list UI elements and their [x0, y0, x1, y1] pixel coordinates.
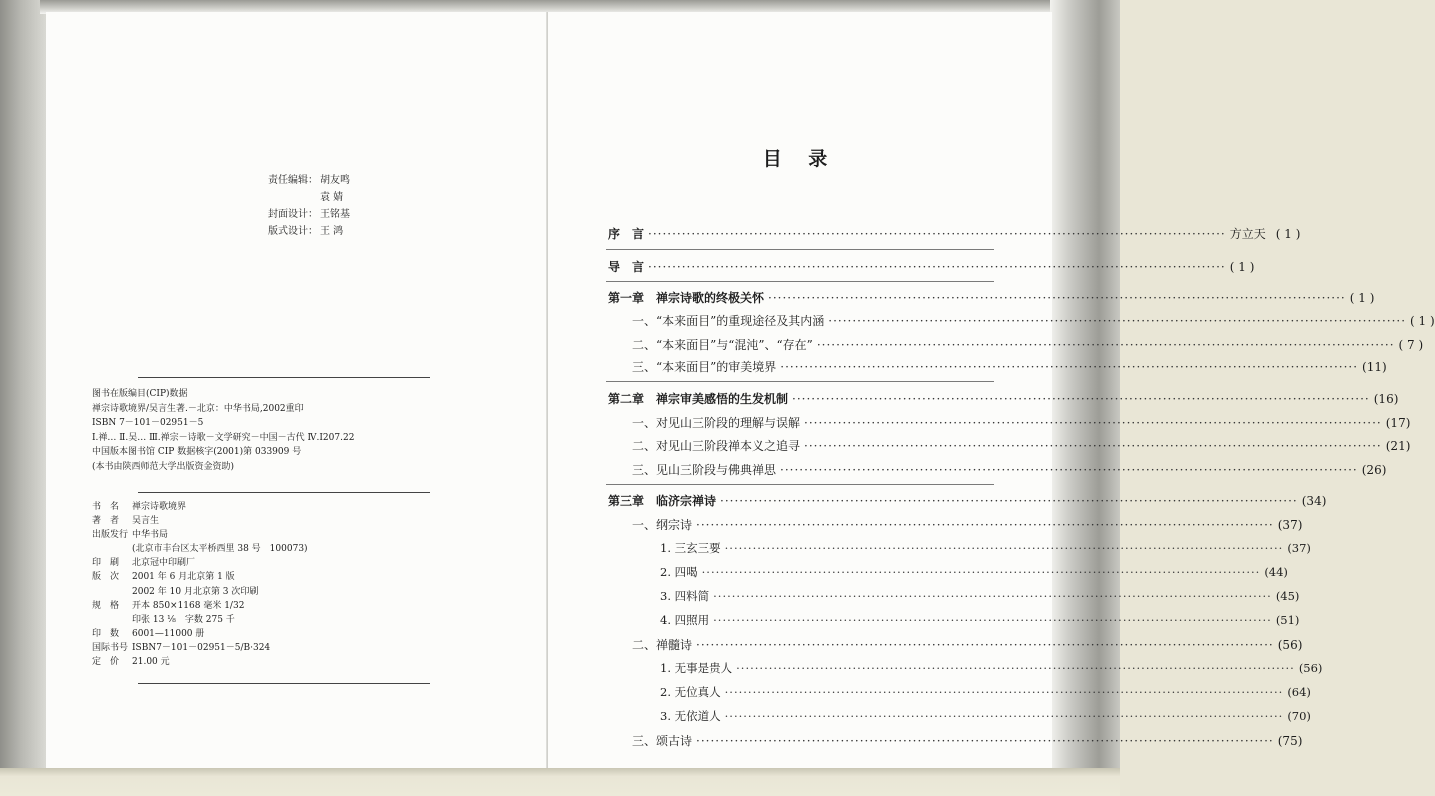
toc-section: [632, 461, 1387, 478]
cip-line: Ⅰ.禅… Ⅱ.吴… Ⅲ.禅宗－诗歌－文学研究－中国－古代 Ⅳ.I207.22: [92, 432, 355, 443]
credit-name: 王铭基: [320, 209, 350, 220]
pub-value: 2001 年 6 月北京第 1 版: [132, 572, 235, 583]
pub-value: 北京冠中印刷厂: [132, 558, 196, 569]
toc-subsection: [660, 588, 1300, 604]
pub-key: 印 数: [92, 628, 120, 639]
toc-chapter: [608, 225, 1301, 242]
toc-entry-title: 第三章 临济宗禅诗: [608, 494, 717, 508]
pub-value: 21.00 元: [132, 657, 170, 668]
toc-page-number: ( 1 ): [1349, 291, 1375, 305]
pub-key: 书 名: [92, 502, 120, 512]
toc-entry-title: 3. 无依道人: [660, 709, 721, 723]
toc-leader-dots: ························································································································: [713, 589, 1272, 603]
toc-entry-title: 2. 四喝: [660, 565, 698, 579]
toc-section: [632, 636, 1303, 653]
toc-page-number: (11): [1362, 360, 1387, 374]
toc-leader-dots: ························································································································: [720, 494, 1298, 508]
pub-row: [92, 641, 308, 655]
pub-value: 吴言生: [132, 516, 160, 527]
toc-page-number: (26): [1361, 463, 1387, 477]
pub-row: [92, 599, 308, 613]
toc-separator: [606, 484, 994, 485]
credit-name: 王 鸿: [320, 226, 344, 237]
toc-section: [632, 414, 1411, 431]
toc-section: [632, 516, 1303, 533]
toc-separator: [606, 381, 994, 382]
toc-page-number: (45): [1275, 589, 1300, 603]
pub-row: [92, 542, 308, 556]
cip-data-block: [92, 387, 354, 475]
toc-entry-title: 导 言: [608, 260, 645, 274]
toc-page-number: (37): [1277, 518, 1303, 532]
toc-entry-title: 二、对见山三阶段禅本义之追寻: [632, 439, 801, 453]
toc-title: 目 录: [762, 148, 838, 170]
viewer-bottom-strip: [0, 768, 1120, 796]
toc-section: [632, 732, 1303, 749]
toc-entry-author: 方立天: [1229, 227, 1266, 241]
cip-line: ISBN 7－101－02951－5: [92, 418, 204, 429]
toc-page-number: (64): [1287, 685, 1311, 699]
toc-separator: [606, 281, 994, 282]
toc-page-number: ( 7 ): [1398, 338, 1424, 352]
toc-entry-title: 1. 三玄三要: [660, 541, 721, 555]
toc-leader-dots: ························································································································: [736, 661, 1295, 675]
toc-leader-dots: ························································································································: [780, 463, 1358, 477]
toc-section: [632, 437, 1411, 454]
pub-key: 国际书号: [92, 642, 129, 653]
toc-leader-dots: ························································································································: [724, 541, 1284, 555]
toc-page-number: (16): [1373, 392, 1399, 406]
toc-page-number: ( 1 ): [1275, 227, 1301, 241]
toc-leader-dots: ························································································································: [780, 360, 1359, 374]
toc-leader-dots: ························································································································: [696, 638, 1274, 652]
credits-block: [268, 172, 350, 240]
pub-value: 6001—11000 册: [132, 628, 205, 639]
toc-subsection: [660, 612, 1300, 628]
toc-separator: [606, 249, 994, 250]
toc-leader-dots: ························································································································: [696, 518, 1274, 532]
cip-line: 禅宗诗歌境界/吴言生著.－北京：中华书局,2002重印: [92, 403, 304, 414]
toc-page-number: (34): [1301, 494, 1327, 508]
toc-page-number: (51): [1275, 613, 1300, 627]
toc-leader-dots: ························································································································: [701, 565, 1261, 579]
pub-key: 著 者: [92, 516, 120, 527]
credit-layout-design: [268, 223, 350, 240]
cip-bottom-rule: [138, 492, 430, 493]
toc-page-number: (21): [1385, 439, 1411, 453]
toc-page-number: (56): [1298, 661, 1323, 675]
toc-leader-dots: ························································································································: [724, 685, 1284, 699]
toc-page-number: (44): [1264, 565, 1288, 579]
credit-role: 责任编辑：: [268, 175, 318, 186]
toc-entry-title: 第一章 禅宗诗歌的终极关怀: [608, 291, 765, 305]
pub-key: 出版发行: [92, 530, 129, 541]
credit-role: 版式设计：: [268, 226, 318, 237]
toc-page-number: (17): [1385, 416, 1411, 430]
toc-entry-title: 一、对见山三阶段的理解与误解: [632, 416, 801, 430]
toc-leader-dots: ························································································································: [696, 734, 1274, 748]
toc-subsection: [660, 708, 1311, 724]
toc-subsection: [660, 564, 1288, 580]
pub-value: 2002 年 10 月北京第 3 次印刷: [132, 586, 259, 597]
toc-page-number: (37): [1287, 541, 1311, 555]
toc-leader-dots: ························································································································: [804, 416, 1382, 430]
credit-editor-2: [268, 189, 350, 206]
toc-chapter: [608, 258, 1255, 275]
pub-value: ISBN7－101－02951－5/B·324: [132, 642, 271, 653]
toc-entry-title: 1. 无事是贵人: [660, 661, 733, 675]
toc-entry-title: 4. 四照用: [660, 613, 710, 627]
credit-name: 胡友鸣: [320, 175, 350, 186]
toc-entry-title: 三、颂古诗: [632, 734, 693, 748]
toc-page-number: (75): [1277, 734, 1303, 748]
toc-subsection: [660, 684, 1311, 700]
toc-page-number: (56): [1277, 638, 1303, 652]
toc-leader-dots: ························································································································: [648, 260, 1226, 274]
pub-key: 版 次: [92, 572, 120, 583]
pub-row: [92, 627, 308, 641]
toc-leader-dots: ························································································································: [713, 613, 1272, 627]
pub-row: [92, 570, 308, 584]
toc-page-number: (70): [1287, 709, 1311, 723]
pub-key: 规 格: [92, 600, 120, 611]
toc-entry-title: 第二章 禅宗审美感悟的生发机制: [608, 392, 789, 406]
pub-value: 中华书局: [132, 530, 169, 541]
toc-leader-dots: ························································································································: [724, 709, 1284, 723]
toc-entry-title: 序 言: [608, 227, 645, 241]
cip-line: (本书由陕西师范大学出版资金资助): [92, 461, 235, 472]
pub-key: 印 刷: [92, 558, 120, 569]
pub-row: [92, 500, 308, 514]
credit-cover-design: [268, 206, 350, 223]
toc-subsection: [660, 540, 1311, 556]
toc-section: [632, 312, 1435, 329]
pub-row: [92, 655, 308, 669]
pub-row: [92, 528, 308, 542]
pub-row: [92, 514, 308, 528]
toc-leader-dots: ························································································································: [768, 291, 1346, 305]
toc-subsection: [660, 660, 1323, 676]
publication-info: [92, 500, 308, 669]
pub-key: 定 价: [92, 657, 120, 668]
cip-heading: 图书在版编目(CIP)数据: [92, 389, 188, 399]
toc-entry-title: 二、禅髓诗: [632, 638, 693, 652]
toc-entry-title: 三、见山三阶段与佛典禅思: [632, 463, 777, 477]
toc-leader-dots: ························································································································: [792, 392, 1370, 406]
toc-page-number: ( 1 ): [1229, 260, 1255, 274]
toc-entry-title: 3. 四料简: [660, 589, 710, 603]
toc-chapter: [608, 390, 1399, 407]
pub-value: (北京市丰台区太平桥西里 38 号 100073): [132, 544, 308, 555]
toc-entry-title: 三、“本来面目”的审美境界: [632, 360, 777, 374]
scan-shadow-right: [1050, 0, 1120, 768]
toc-section: [632, 336, 1424, 353]
toc-entry-title: 2. 无位真人: [660, 685, 721, 699]
credit-name: 袁 婧: [320, 192, 344, 203]
credit-role: 封面设计：: [268, 209, 318, 220]
cip-line: 中国版本图书馆 CIP 数据核字(2001)第 033909 号: [92, 447, 302, 458]
credit-editor: [268, 172, 350, 189]
pub-row: [92, 556, 308, 570]
toc-leader-dots: ························································································································: [648, 227, 1226, 241]
toc-chapter: [608, 289, 1375, 306]
book-gutter: [546, 12, 548, 768]
toc-section: [632, 358, 1387, 375]
toc-chapter: [608, 492, 1327, 509]
pub-row: [92, 585, 308, 599]
pub-value: 禅宗诗歌境界: [132, 502, 187, 512]
toc-entry-title: 二、“本来面目”与“混沌”、“存在”: [632, 338, 813, 352]
toc-leader-dots: ························································································································: [828, 314, 1407, 328]
cip-top-rule: [138, 377, 430, 378]
pub-value: 开本 850×1168 毫米 1/32: [132, 600, 245, 611]
toc-entry-title: 一、纲宗诗: [632, 518, 693, 532]
toc-leader-dots: ························································································································: [816, 338, 1395, 352]
pub-row: [92, 613, 308, 627]
toc-leader-dots: ························································································································: [804, 439, 1382, 453]
pub-bottom-rule: [138, 683, 430, 684]
toc-entry-title: 一、“本来面目”的重现途径及其内涵: [632, 314, 825, 328]
toc-page-number: ( 1 ): [1410, 314, 1435, 328]
pub-value: 印张 13 ⅛ 字数 275 千: [132, 614, 235, 625]
